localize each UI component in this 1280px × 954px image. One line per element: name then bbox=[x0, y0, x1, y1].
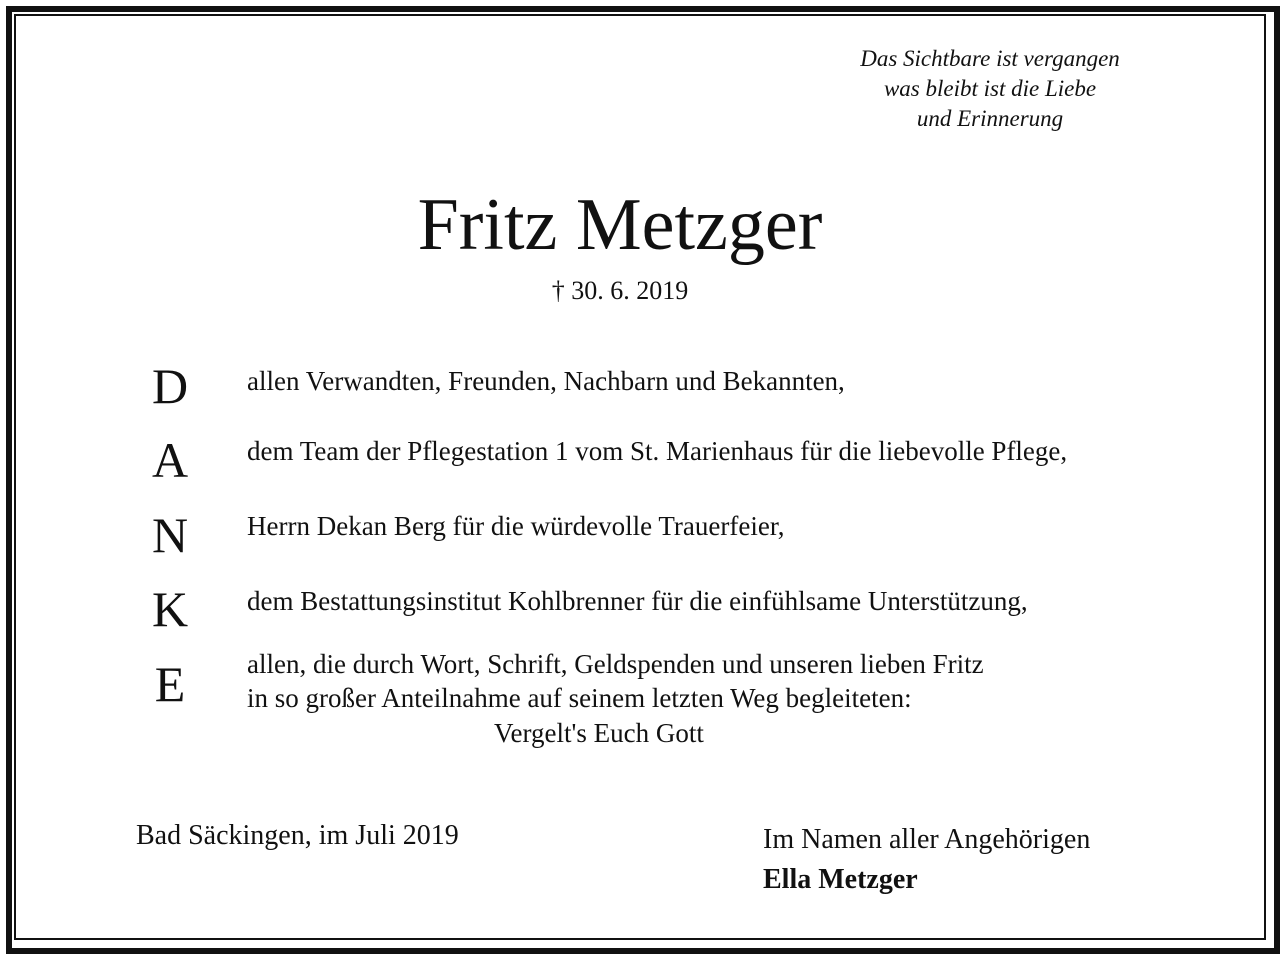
thanks-line-funeral-home: dem Bestattungsinstitut Kohlbrenner für die einfühlsame Unterstützung, bbox=[247, 586, 1028, 616]
thanks-line-all: allen, die durch Wort, Schrift, Geldspenden und unseren lieben Fritz bbox=[247, 649, 984, 679]
on-behalf-text: Im Namen aller Angehörigen bbox=[763, 824, 1091, 855]
quote-line: und Erinnerung bbox=[916, 106, 1064, 131]
death-date: † 30. 6. 2019 bbox=[551, 276, 689, 305]
thanks-line-relatives: allen Verwandten, Freunden, Nachbarn und Bekannten, bbox=[247, 366, 845, 396]
acrostic-letter-d: D bbox=[151, 358, 189, 414]
quote-line: was bleibt ist die Liebe bbox=[883, 76, 1097, 101]
thanks-line-dean: Herrn Dekan Berg für die würdevolle Trauerfeier, bbox=[247, 511, 785, 541]
quote-line: Das Sichtbare ist vergangen bbox=[860, 46, 1120, 71]
acrostic-letter-n: N bbox=[151, 507, 189, 563]
signer-name: Ella Metzger bbox=[763, 864, 918, 895]
place-date: Bad Säckingen, im Juli 2019 bbox=[136, 820, 459, 851]
signoff bbox=[763, 820, 1090, 900]
deceased-name: Fritz Metzger bbox=[417, 184, 823, 266]
acrostic-letter-a: A bbox=[151, 432, 189, 488]
acrostic-letter-e: E bbox=[154, 656, 186, 712]
thanks-line-care-team: dem Team der Pflegestation 1 vom St. Marienhaus für die liebevolle Pflege, bbox=[247, 436, 1068, 466]
memorial-quote bbox=[790, 44, 1190, 134]
thanks-line-accompanied: in so großer Anteilnahme auf seinem letzten Weg begleiteten: bbox=[247, 683, 912, 713]
closing-blessing: Vergelt's Euch Gott bbox=[494, 718, 704, 748]
acrostic-letter-k: K bbox=[151, 581, 189, 637]
